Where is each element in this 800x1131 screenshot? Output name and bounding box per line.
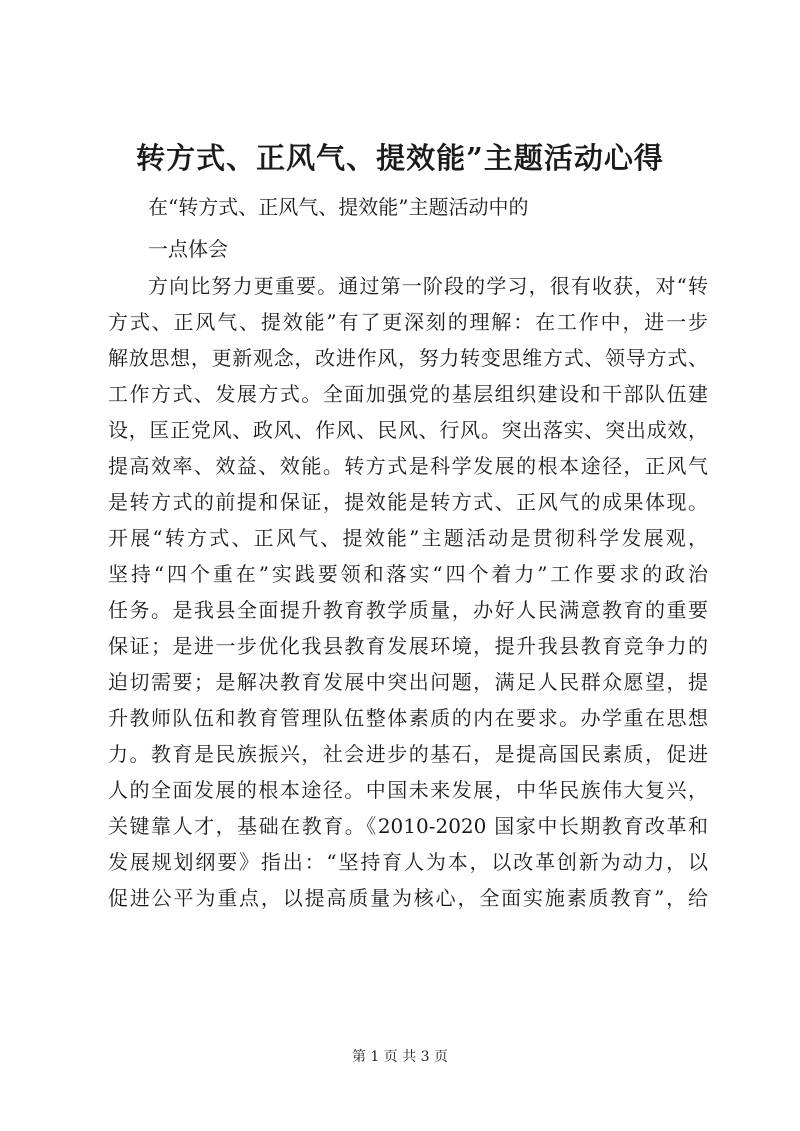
body-line: 力。教育是民族振兴，社会进步的基石，是提高国民素质，促进 [108,742,708,766]
subtitle-line-2: 一点体会 [148,237,228,261]
page-footer: 第 1 页 共 3 页 [351,1049,449,1065]
body-line: 是转方式的前提和保证，提效能是转方式、正风气的成果体现。 [108,490,708,514]
body-line: 工作方式、发展方式。全面加强党的基层组织建设和干部队伍建 [108,382,708,406]
body-line: 升教师队伍和教育管理队伍整体素质的内在要求。办学重在思想 [108,706,708,730]
body-line: 关键靠人才，基础在教育。《2010-2020 国家中长期教育改革和 [108,814,708,838]
body-line: 设，匡正党风、政风、作风、民风、行风。突出落实、突出成效， [108,418,708,442]
body-line: 人的全面发展的根本途径。中国未来发展，中华民族伟大复兴， [108,778,708,802]
body-line: 解放思想，更新观念，改进作风，努力转变思维方式、领导方式、 [108,346,708,370]
body-line: 保证；是进一步优化我县教育发展环境，提升我县教育竞争力的 [108,634,708,658]
document-title: 转方式、正风气、提效能”主题活动心得 [136,141,664,175]
subtitle-line-1: 在“转方式、正风气、提效能”主题活动中的 [148,195,529,219]
body-line: 提高效率、效益、效能。转方式是科学发展的根本途径，正风气 [108,454,708,478]
body-line: 方式、正风气、提效能”有了更深刻的理解：在工作中，进一步 [108,310,708,334]
body-line: 促进公平为重点，以提高质量为核心，全面实施素质教育”，给 [108,886,708,910]
body-line: 方向比努力更重要。通过第一阶段的学习，很有收获，对“转 [148,274,708,298]
body-line: 迫切需要；是解决教育发展中突出问题，满足人民群众愿望，提 [108,670,708,694]
body-line: 开展“转方式、正风气、提效能”主题活动是贯彻科学发展观， [108,526,708,550]
body-line: 任务。是我县全面提升教育教学质量，办好人民满意教育的重要 [108,598,708,622]
body-line: 坚持“四个重在”实践要领和落实“四个着力”工作要求的政治 [108,562,708,586]
body-paragraph [108,268,708,916]
body-line: 发展规划纲要》指出：“坚持育人为本，以改革创新为动力，以 [108,850,708,874]
